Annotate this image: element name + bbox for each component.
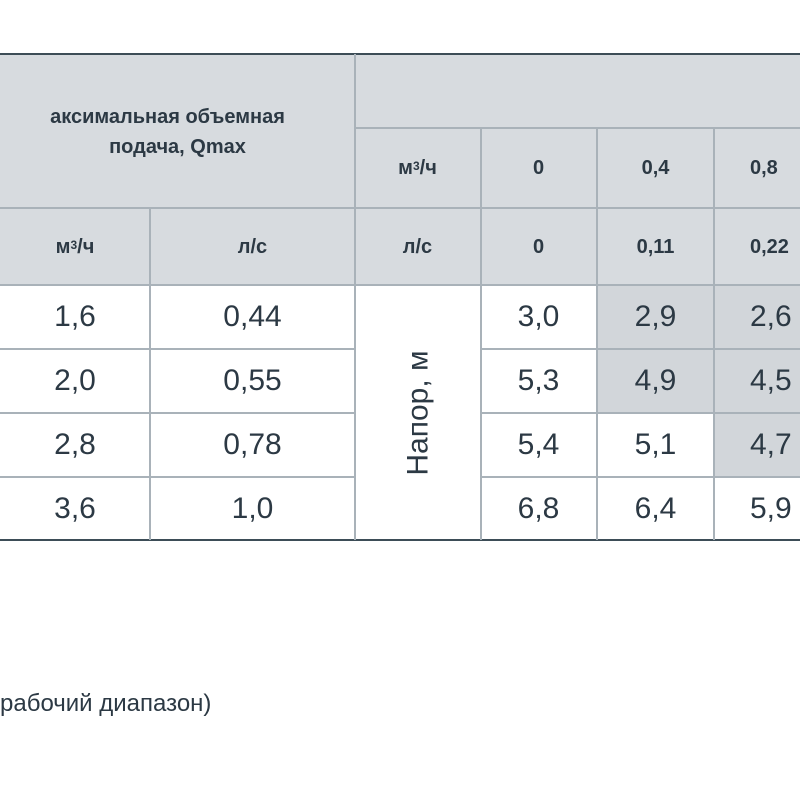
qmax-unit-ls-label: л/с xyxy=(150,208,355,285)
table-bottom-border xyxy=(0,539,800,541)
flow-m3h-col-1: 0 xyxy=(480,128,597,208)
divider xyxy=(713,128,715,540)
qmax-unit-m3h-label: м $^3$ /ч xyxy=(0,208,150,285)
divider xyxy=(0,348,355,350)
head-row-2-col-3: 4,5 xyxy=(714,349,800,413)
flow-group-header xyxy=(355,55,800,128)
head-row-2-col-2: 4,9 xyxy=(597,349,714,413)
head-row-1-col-2: 2,9 xyxy=(597,285,714,349)
divider xyxy=(596,128,598,540)
flow-ls-col-2: 0,11 xyxy=(597,208,714,285)
head-row-1-col-1: 3,0 xyxy=(517,300,560,333)
head-row-1-col-3: 2,6 xyxy=(714,285,800,349)
qmax-header-line1: аксимальная объемная xyxy=(50,105,285,128)
divider xyxy=(355,127,800,129)
working-range-note: рабочий диапазон) xyxy=(0,690,212,717)
head-row-4-col-2: 6,4 xyxy=(634,491,677,525)
head-row-3-col-3: 4,7 xyxy=(714,413,800,477)
qmax-m3h-row-2: 2,0 xyxy=(54,364,96,397)
qmax-header xyxy=(0,55,355,208)
divider xyxy=(481,476,800,478)
qmax-header-line2: подача, Qmax xyxy=(109,135,246,158)
head-row-4-col-3: 5,9 xyxy=(750,491,792,525)
flow-unit-ls-label: л/с xyxy=(355,208,480,285)
divider xyxy=(354,54,356,540)
head-row-2-col-1: 5,3 xyxy=(517,364,560,397)
qmax-m3h-row-4: 3,6 xyxy=(54,491,96,525)
head-axis-label-text: Напор, м xyxy=(402,349,436,476)
divider xyxy=(480,128,482,540)
divider xyxy=(0,476,355,478)
qmax-m3h-row-1: 1,6 xyxy=(54,300,96,333)
divider xyxy=(149,208,151,540)
qmax-m3h-row-3: 2,8 xyxy=(54,428,96,461)
divider xyxy=(0,284,800,286)
flow-unit-m3h-label: м $^3$ /ч xyxy=(355,128,480,208)
head-row-4-col-1: 6,8 xyxy=(517,491,560,525)
qmax-ls-row-2: 0,55 xyxy=(223,364,282,397)
divider xyxy=(0,207,800,209)
qmax-ls-row-4: 1,0 xyxy=(231,491,274,525)
divider xyxy=(481,348,800,350)
table-top-border xyxy=(0,53,800,55)
qmax-ls-row-3: 0,78 xyxy=(223,428,282,461)
head-axis-label xyxy=(357,285,481,540)
head-row-3-col-2: 5,1 xyxy=(634,428,677,461)
qmax-ls-row-1: 0,44 xyxy=(223,300,282,333)
divider xyxy=(0,412,355,414)
flow-m3h-col-2: 0,4 xyxy=(597,128,714,208)
divider xyxy=(481,412,800,414)
flow-ls-col-1: 0 xyxy=(480,208,597,285)
head-row-3-col-1: 5,4 xyxy=(517,428,560,461)
flow-ls-col-3: 0,22 xyxy=(714,208,800,285)
flow-m3h-col-3: 0,8 xyxy=(714,128,800,208)
